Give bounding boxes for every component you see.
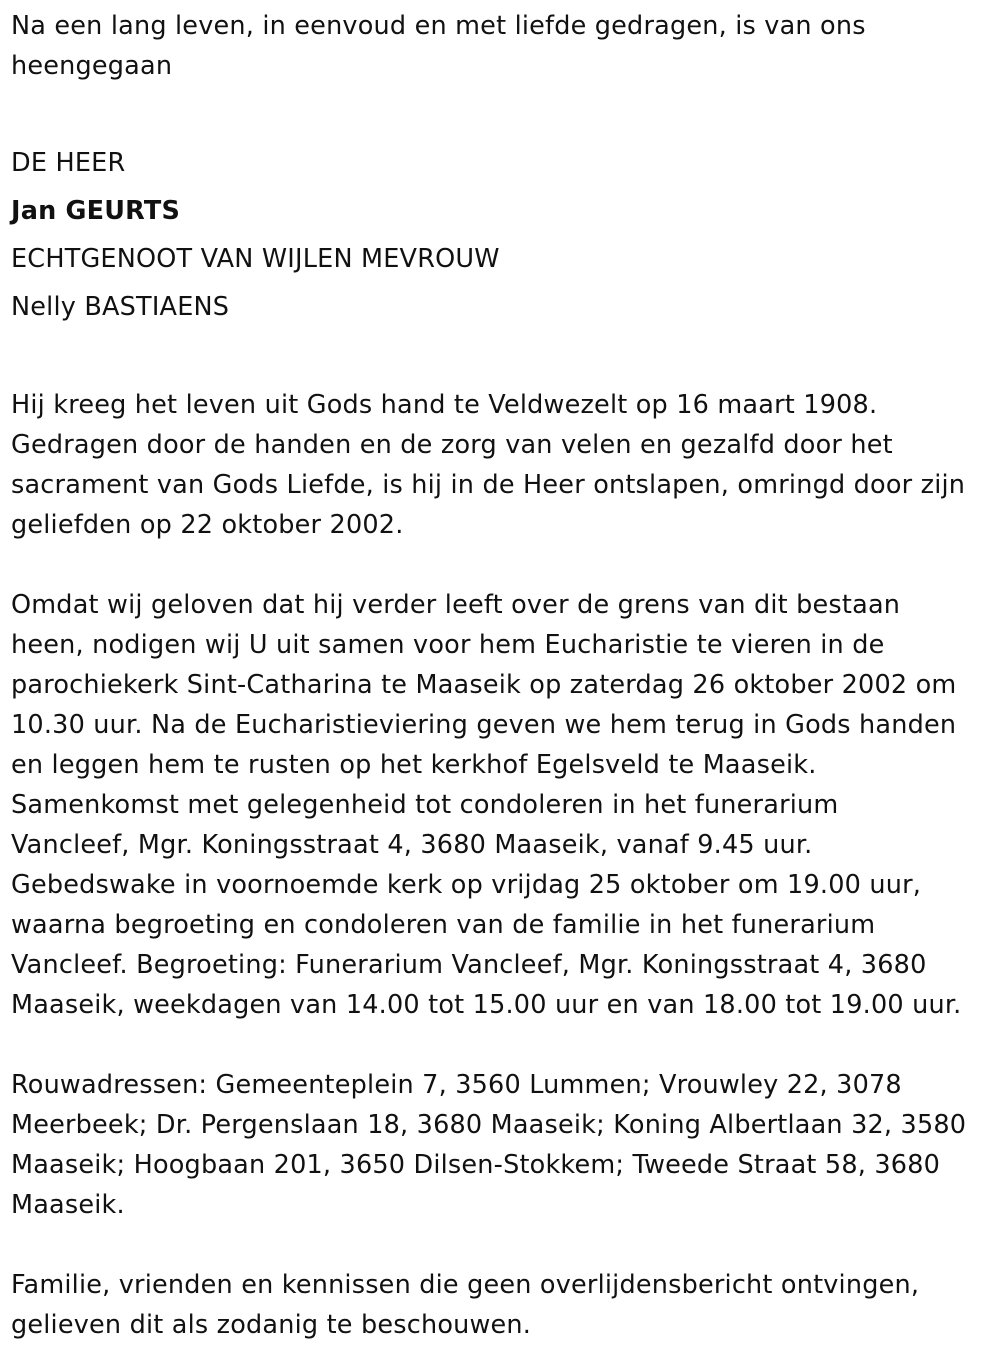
paragraph-line: Meerbeek; Dr. Pergenslaan 18, 3680 Maaseik; Koning Albertlaan 32, 3580	[11, 1110, 967, 1140]
intro-line: heengegaan	[11, 51, 173, 81]
paragraph-line: parochiekerk Sint-Catharina te Maaseik op zaterdag 26 oktober 2002 om	[11, 670, 957, 700]
spouse-name: Nelly BASTIAENS	[11, 292, 230, 322]
paragraph-line: Hij kreeg het leven uit Gods hand te Veldwezelt op 16 maart 1908.	[11, 390, 878, 420]
deceased-block	[11, 99, 1000, 331]
intro-paragraph	[11, 6, 1000, 86]
paragraph-line: waarna begroeting en condoleren van de familie in het funerarium	[11, 910, 876, 940]
paragraph-line: gelieven dit als zodanig te beschouwen.	[11, 1310, 532, 1340]
paragraph-line: Vancleef, Mgr. Koningsstraat 4, 3680 Maaseik, vanaf 9.45 uur.	[11, 830, 813, 860]
paragraph-line: Samenkomst met gelegenheid tot condoleren in het funerarium	[11, 790, 839, 820]
paragraph-line: geliefden op 22 oktober 2002.	[11, 510, 404, 540]
paragraph-line: Maaseik, weekdagen van 14.00 tot 15.00 uur en van 18.00 tot 19.00 uur.	[11, 990, 962, 1020]
paragraph-line: Omdat wij geloven dat hij verder leeft over de grens van dit bestaan	[11, 590, 901, 620]
intro-line: Na een lang leven, in eenvoud en met liefde gedragen, is van ons	[11, 11, 866, 41]
paragraph-line: Familie, vrienden en kennissen die geen overlijdensbericht ontvingen,	[11, 1270, 920, 1300]
paragraph-line: sacrament van Gods Liefde, is hij in de Heer ontslapen, omringd door zijn	[11, 470, 966, 500]
addresses-paragraph	[11, 1025, 1000, 1225]
birth-death-paragraph	[11, 345, 1000, 545]
closing-paragraph	[11, 1225, 1000, 1345]
paragraph-line: Gebedswake in voornoemde kerk op vrijdag 25 oktober om 19.00 uur,	[11, 870, 922, 900]
paragraph-line: Vancleef. Begroeting: Funerarium Vancleef, Mgr. Koningsstraat 4, 3680	[11, 950, 927, 980]
spacer	[11, 1025, 1000, 1065]
spacer	[11, 99, 1000, 139]
paragraph-line: Rouwadressen: Gemeenteplein 7, 3560 Lummen; Vrouwley 22, 3078	[11, 1070, 902, 1100]
spacer	[11, 345, 1000, 385]
spacer	[11, 1225, 1000, 1265]
paragraph-line: Maaseik.	[11, 1190, 125, 1220]
paragraph-line: heen, nodigen wij U uit samen voor hem Eucharistie te vieren in de	[11, 630, 885, 660]
ceremony-paragraph	[11, 545, 1000, 1025]
paragraph-line: Gedragen door de handen en de zorg van velen en gezalfd door het	[11, 430, 893, 460]
paragraph-line: 10.30 uur. Na de Eucharistieviering geven we hem terug in Gods handen	[11, 710, 957, 740]
deceased-relation: ECHTGENOOT VAN WIJLEN MEVROUW	[11, 244, 500, 274]
deceased-name: Jan GEURTS	[11, 196, 181, 226]
deceased-title: DE HEER	[11, 148, 126, 178]
paragraph-line: en leggen hem te rusten op het kerkhof Egelsveld te Maaseik.	[11, 750, 817, 780]
spacer	[11, 545, 1000, 585]
paragraph-line: Maaseik; Hoogbaan 201, 3650 Dilsen-Stokkem; Tweede Straat 58, 3680	[11, 1150, 941, 1180]
